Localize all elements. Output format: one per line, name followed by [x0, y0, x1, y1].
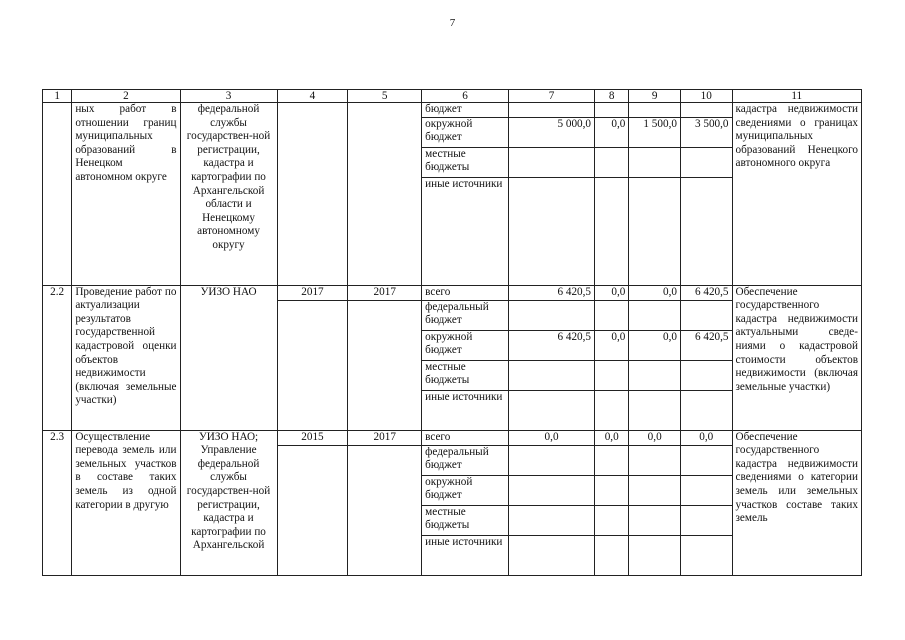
row-number-cell: 2.3 — [43, 430, 72, 575]
value-cell: 0,0 — [595, 430, 629, 445]
header-cell: 9 — [629, 90, 681, 103]
header-cell: 11 — [732, 90, 861, 103]
source-cell: местные бюджеты — [422, 147, 509, 177]
end-year-cell: 2017 — [348, 285, 422, 300]
column-number-row — [43, 90, 862, 103]
executor-cell: УИЗО НАО; Управление федеральной службы государствен-ной регистрации, кадастра и картографии по Архангельской — [180, 430, 277, 575]
value-cell: 0,0 — [595, 117, 629, 147]
value-cell: 0,0 — [629, 430, 681, 445]
source-cell: окружной бюджет — [422, 330, 509, 360]
start-year-cell — [277, 103, 348, 286]
activity-name-cell: ных работ в отношении границ муниципальных образований в Ненецком автономном округе — [72, 103, 180, 286]
value-cell: 0,0 — [595, 285, 629, 300]
executor-cell: УИЗО НАО — [180, 285, 277, 430]
source-cell: федеральный бюджет — [422, 445, 509, 475]
end-year-cell — [348, 103, 422, 286]
value-cell: 0,0 — [629, 330, 681, 360]
start-year-cell: 2017 — [277, 285, 348, 300]
source-cell: федеральный бюджет — [422, 300, 509, 330]
result-cell: Обеспечение государственного кадастра недвижимости сведениями о категории земель или земельных участков составе таких земель — [732, 430, 861, 575]
activity-name-cell: Осуществление перевода земель или земельных участков в составе таких земель из одной категории в другую — [72, 430, 180, 575]
source-cell: иные источники — [422, 535, 509, 575]
table-row — [43, 430, 862, 445]
value-cell: 0,0 — [680, 430, 732, 445]
value-cell: 0,0 — [629, 285, 681, 300]
header-cell: 6 — [422, 90, 509, 103]
header-cell: 2 — [72, 90, 180, 103]
header-cell: 7 — [509, 90, 595, 103]
row-number-cell — [43, 103, 72, 286]
header-cell: 1 — [43, 90, 72, 103]
source-cell: окружной бюджет — [422, 117, 509, 147]
value-cell: 6 420,5 — [680, 330, 732, 360]
header-cell: 10 — [680, 90, 732, 103]
value-cell: 6 420,5 — [509, 330, 595, 360]
result-cell: кадастра недвижимости сведениями о границах муниципальных образований Ненецкого автономного округа — [732, 103, 861, 286]
page-number: 7 — [449, 17, 456, 29]
source-cell: местные бюджеты — [422, 360, 509, 390]
start-year-cell: 2015 — [277, 430, 348, 445]
source-cell: бюджет — [422, 103, 509, 118]
source-cell: иные источники — [422, 390, 509, 430]
value-cell: 3 500,0 — [680, 117, 732, 147]
value-cell: 6 420,5 — [680, 285, 732, 300]
end-year-cell: 2017 — [348, 430, 422, 445]
value-cell: 6 420,5 — [509, 285, 595, 300]
value-cell: 0,0 — [509, 430, 595, 445]
table-row — [43, 103, 862, 118]
program-table — [42, 89, 862, 576]
value-cell: 1 500,0 — [629, 117, 681, 147]
value-cell: 0,0 — [595, 330, 629, 360]
table-row — [43, 285, 862, 300]
header-cell: 3 — [180, 90, 277, 103]
header-cell: 4 — [277, 90, 348, 103]
header-cell: 5 — [348, 90, 422, 103]
activity-name-cell: Проведение работ по актуализации результатов государственной кадастровой оценки объектов недвижимости (включая земельные участки) — [72, 285, 180, 430]
source-cell: окружной бюджет — [422, 475, 509, 505]
row-number-cell: 2.2 — [43, 285, 72, 430]
source-cell: местные бюджеты — [422, 505, 509, 535]
header-cell: 8 — [595, 90, 629, 103]
executor-cell: федеральной службы государствен-ной регистрации, кадастра и картографии по Архангельской области и Ненецкому автономному округу — [180, 103, 277, 286]
source-cell: всего — [422, 430, 509, 445]
value-cell: 5 000,0 — [509, 117, 595, 147]
source-cell: всего — [422, 285, 509, 300]
result-cell: Обеспечение государственного кадастра недвижимости актуальными сведе-ниями о кадастровой стоимости объектов недвижимости (включая земельные участки) — [732, 285, 861, 430]
source-cell: иные источники — [422, 177, 509, 285]
